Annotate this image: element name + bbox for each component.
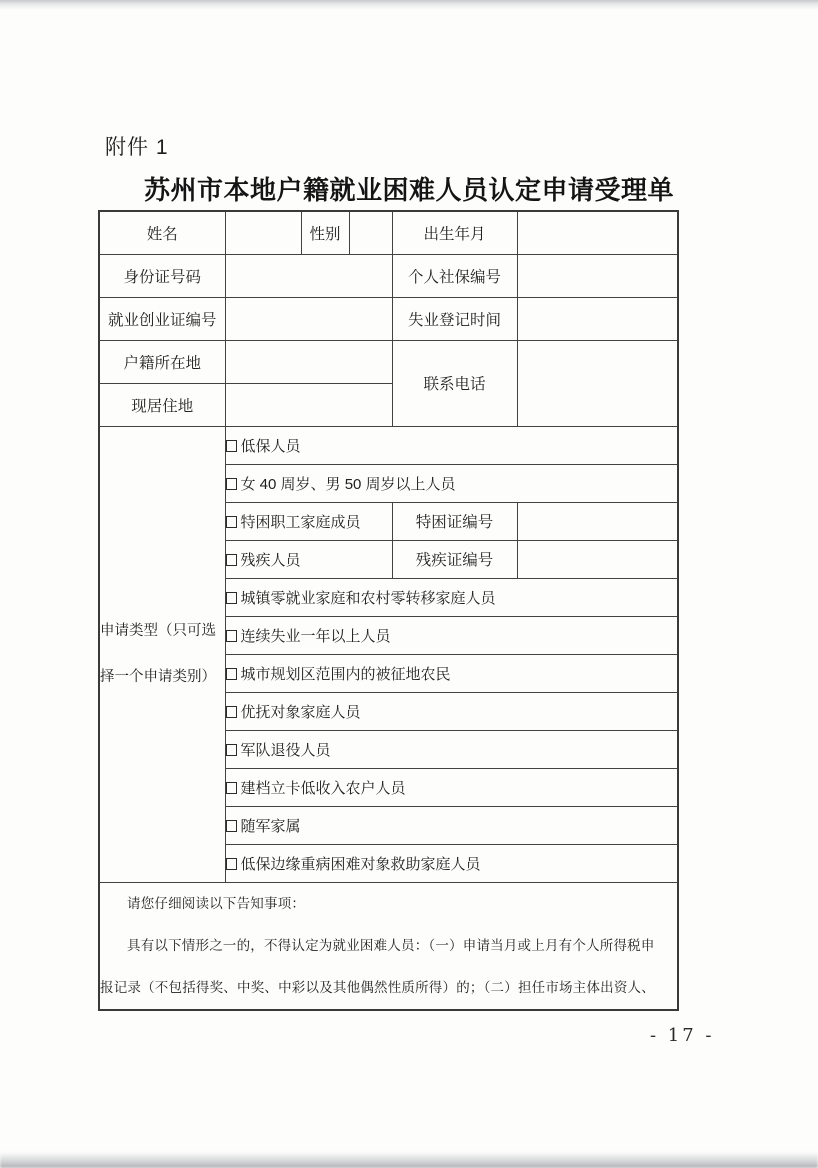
checkbox-icon bbox=[226, 554, 237, 566]
row-name-gender-birth bbox=[99, 211, 678, 254]
employment-cert-label: 就业创业证编号 bbox=[99, 297, 225, 340]
option-zero-employment: 城镇零就业家庭和农村零转移家庭人员 bbox=[225, 578, 678, 616]
application-form-table bbox=[98, 210, 679, 1011]
option-registered-poor: 建档立卡低收入农户人员 bbox=[225, 768, 678, 806]
id-number-label: 身份证号码 bbox=[99, 254, 225, 297]
notice-cell bbox=[99, 882, 678, 1010]
name-label: 姓名 bbox=[99, 211, 225, 254]
checkbox-icon bbox=[226, 706, 237, 718]
unemployment-reg-label: 失业登记时间 bbox=[392, 297, 517, 340]
option-lowincome: 低保人员 bbox=[225, 426, 678, 464]
notice-row bbox=[99, 882, 678, 1010]
id-number-value-cell bbox=[225, 254, 392, 297]
checkbox-icon bbox=[226, 630, 237, 642]
birth-label: 出生年月 bbox=[392, 211, 517, 254]
row-id-social bbox=[99, 254, 678, 297]
scan-artifact-top bbox=[0, 0, 818, 10]
option-row bbox=[99, 426, 678, 464]
hardship-cert-label: 特困证编号 bbox=[392, 502, 517, 540]
option-hardship-worker: 特困职工家庭成员 bbox=[225, 502, 392, 540]
attachment-label: 附件 1 bbox=[105, 136, 169, 159]
checkbox-icon bbox=[226, 516, 237, 528]
page-number: - 17 - bbox=[650, 1025, 715, 1046]
checkbox-icon bbox=[226, 478, 237, 490]
notice-line: 报记录（不包括得奖、中奖、中彩以及其他偶然性质所得）的；（二）担任市场主体出资人、 bbox=[100, 979, 655, 995]
checkbox-icon bbox=[226, 820, 237, 832]
checkbox-icon bbox=[226, 592, 237, 604]
unemployment-reg-value-cell bbox=[517, 297, 678, 340]
row-household bbox=[99, 340, 678, 383]
phone-value-cell bbox=[517, 340, 678, 426]
option-marginal-lowincome: 低保边缘重病困难对象救助家庭人员 bbox=[225, 844, 678, 882]
name-value-cell bbox=[225, 211, 301, 254]
birth-value-cell bbox=[517, 211, 678, 254]
hardship-cert-value-cell bbox=[517, 502, 678, 540]
employment-cert-value-cell bbox=[225, 297, 392, 340]
option-age: 女 40 周岁、男 50 周岁以上人员 bbox=[225, 464, 678, 502]
checkbox-icon bbox=[226, 858, 237, 870]
current-residence-label: 现居住地 bbox=[99, 383, 225, 426]
option-land-expropriated: 城市规划区范围内的被征地农民 bbox=[225, 654, 678, 692]
scan-artifact-bottom bbox=[0, 1152, 818, 1168]
option-veteran: 军队退役人员 bbox=[225, 730, 678, 768]
row-cert-unemployment bbox=[99, 297, 678, 340]
page-title: 苏州市本地户籍就业困难人员认定申请受理单 bbox=[143, 175, 674, 205]
gender-label: 性别 bbox=[301, 211, 349, 254]
social-security-value-cell bbox=[517, 254, 678, 297]
category-label-line1: 申请类型（只可选 bbox=[100, 623, 216, 639]
disability-cert-value-cell bbox=[517, 540, 678, 578]
checkbox-icon bbox=[226, 440, 237, 452]
option-entitled-family: 优抚对象家庭人员 bbox=[225, 692, 678, 730]
option-disabled: 残疾人员 bbox=[225, 540, 392, 578]
notice-line: 请您仔细阅读以下告知事项： bbox=[127, 895, 306, 911]
checkbox-icon bbox=[226, 744, 237, 756]
category-label-line2: 择一个申请类别） bbox=[100, 669, 216, 685]
option-military-family: 随军家属 bbox=[225, 806, 678, 844]
gender-value-cell bbox=[349, 211, 392, 254]
social-security-label: 个人社保编号 bbox=[392, 254, 517, 297]
checkbox-icon bbox=[226, 668, 237, 680]
household-location-label: 户籍所在地 bbox=[99, 340, 225, 383]
household-location-value-cell bbox=[225, 340, 392, 383]
checkbox-icon bbox=[226, 782, 237, 794]
category-type-label-cell bbox=[99, 426, 225, 882]
disability-cert-label: 残疾证编号 bbox=[392, 540, 517, 578]
option-longterm-unemployed: 连续失业一年以上人员 bbox=[225, 616, 678, 654]
current-residence-value-cell bbox=[225, 383, 392, 426]
notice-line: 具有以下情形之一的，不得认定为就业困难人员：（一）申请当月或上月有个人所得税申 bbox=[127, 937, 655, 953]
phone-label: 联系电话 bbox=[392, 340, 517, 426]
